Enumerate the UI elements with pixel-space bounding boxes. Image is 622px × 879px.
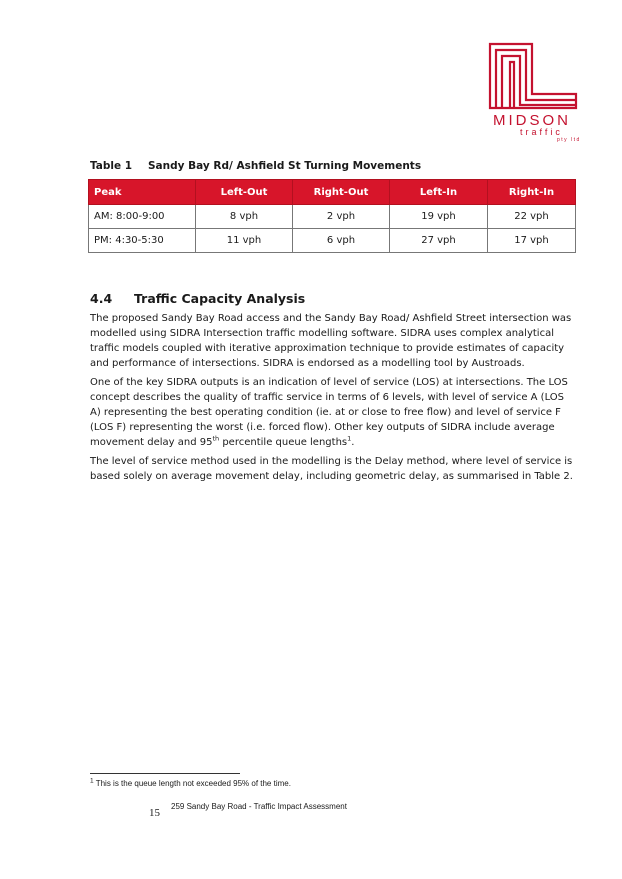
table-caption xyxy=(90,160,421,172)
logo-subtitle-small: pty ltd xyxy=(557,137,581,143)
table-cell: 27 vph xyxy=(390,229,488,253)
paragraph-text: percentile queue lengths xyxy=(219,437,348,448)
logo-wordmark: MIDSON xyxy=(493,112,571,129)
header-right-in: Right-In xyxy=(488,180,576,205)
table-cell: 17 vph xyxy=(488,229,576,253)
logo-subtitle: traffic xyxy=(520,127,563,137)
table-cell: 2 vph xyxy=(293,205,390,229)
footnote xyxy=(90,779,291,788)
page-number: 15 xyxy=(149,807,160,819)
paragraph-text: One of the key SIDRA outputs is an indication of level of service (LOS) at intersections. The LOS concept describes the quality of traffic service in terms of 6 levels, with level of service A (LOS A) representing the best operating condition (ie. at or close to free flow) and level of service F (LOS F) representing the worst (i.e. forced flow). Other key outputs of SIDRA include average movement delay and 95 xyxy=(90,377,568,448)
header-left-out: Left-Out xyxy=(196,180,293,205)
footnote-text: This is the queue length not exceeded 95% of the time. xyxy=(93,779,291,788)
table-header-row xyxy=(89,180,576,205)
section-title: Traffic Capacity Analysis xyxy=(134,291,306,306)
header-right-out: Right-Out xyxy=(293,180,390,205)
header-left-in: Left-In xyxy=(390,180,488,205)
table-cell: 6 vph xyxy=(293,229,390,253)
paragraph-text: . xyxy=(351,437,355,448)
section-number: 4.4 xyxy=(90,291,113,306)
header-peak: Peak xyxy=(89,180,196,205)
table-cell: 19 vph xyxy=(390,205,488,229)
turning-movements-table xyxy=(88,179,576,253)
table-title: Sandy Bay Rd/ Ashfield St Turning Movements xyxy=(148,160,422,172)
table-cell: 8 vph xyxy=(196,205,293,229)
table-cell: 22 vph xyxy=(488,205,576,229)
table-number: Table 1 xyxy=(90,160,133,172)
paragraph-sidra-intro: The proposed Sandy Bay Road access and the Sandy Bay Road/ Ashfield Street intersection was modelled using SIDRA Intersection traffic modelling software. SIDRA uses complex analytical traffic models coupled with iterative approximation technique to provide estimates of capacity and performance of intersections. SIDRA is endorsed as a modelling tool by Austroads. xyxy=(90,313,572,369)
table-cell: AM: 8:00-9:00 xyxy=(89,205,196,229)
footnote-divider xyxy=(90,773,240,774)
table-cell: PM: 4:30-5:30 xyxy=(89,229,196,253)
section-heading xyxy=(90,291,305,306)
footer-title: 259 Sandy Bay Road - Traffic Impact Assessment xyxy=(171,802,347,811)
table-row xyxy=(89,205,576,229)
superscript: th xyxy=(212,434,220,443)
footnote-reference[interactable]: 1 xyxy=(347,434,352,443)
table-row xyxy=(89,229,576,253)
table-cell: 11 vph xyxy=(196,229,293,253)
paragraph-los xyxy=(90,375,576,450)
paragraph-delay-method: The level of service method used in the modelling is the Delay method, where level of service is based solely on average movement delay, including geometric delay, as summarised in Table 2. xyxy=(90,456,573,482)
footnote-mark: 1 xyxy=(90,777,94,785)
